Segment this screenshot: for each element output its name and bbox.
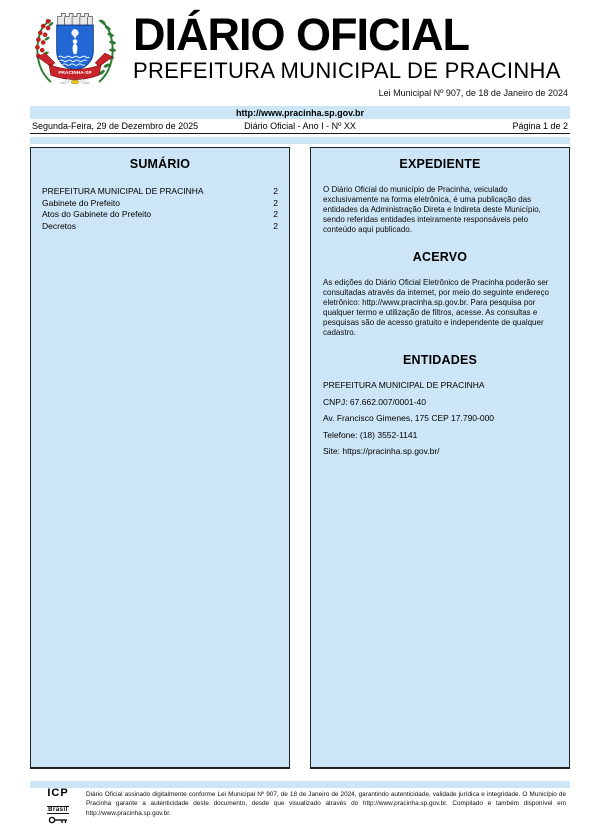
expediente-title: EXPEDIENTE bbox=[399, 157, 481, 171]
page-title: DIÁRIO OFICIAL bbox=[133, 9, 469, 60]
expediente-body: O Diário Oficial do município de Pracinha, veiculado exclusivamente na forma eletrônica, é uma publicação das entidades da Administração Direta e Indireta deste Município, sendo referidas entidades inteiramente responsáveis pelo conteúdo aqui publicado. bbox=[323, 185, 541, 234]
toc-entry-page: 2 bbox=[273, 209, 278, 220]
right-branch-icon bbox=[99, 19, 117, 82]
entity-details bbox=[311, 380, 569, 456]
municipal-coat-of-arms bbox=[22, 6, 128, 104]
entity-phone: Telefone: (18) 3552-1141 bbox=[323, 429, 418, 440]
website-url-bar bbox=[30, 106, 570, 119]
toc-entry-page: 2 bbox=[273, 186, 278, 196]
icp-brasil-logo bbox=[38, 788, 78, 824]
shield-icon bbox=[57, 25, 94, 69]
toc-entry[interactable] bbox=[42, 209, 278, 220]
page-subtitle: PREFEITURA MUNICIPAL DE PRACINHA bbox=[133, 58, 561, 83]
website-url[interactable]: http://www.pracinha.sp.gov.br bbox=[235, 107, 364, 118]
edition-number: Diário Oficial - Ano I - Nº XX bbox=[244, 121, 356, 131]
icp-logo-text: ICP bbox=[47, 787, 69, 799]
page-indicator: Página 1 de 2 bbox=[512, 121, 569, 131]
entity-name: PREFEITURA MUNICIPAL DE PRACINHA bbox=[323, 380, 485, 390]
edition-date: Segunda-Feira, 29 de Dezembro de 2025 bbox=[32, 121, 199, 131]
toc-entry-label[interactable]: Atos do Gabinete do Prefeito bbox=[42, 209, 152, 220]
digital-signature-notice: Diário Oficial assinado digitalmente conforme Lei Municipal Nº 907, de 18 de Janeiro de 2024, garantindo autenticidade, validade jurídica e integridade. O Município de Pracinha garante a autenticidade deste documento, desde que visualizado através do http://www.pracinha.sp.gov.br. Compilado e também disponível em http://www.pracinha.sp.gov.br. bbox=[86, 791, 566, 817]
toc-entry[interactable] bbox=[42, 221, 278, 232]
table-of-contents bbox=[31, 186, 289, 232]
summary-title: SUMÁRIO bbox=[129, 157, 191, 171]
acervo-body: As edições do Diário Oficial Eletrônico de Pracinha poderão ser consultadas através da internet, por meio do seguinte endereço eletrônico: http://www.pracinha.sp.gov.br. Para pesquisa por qualquer termo e utilização de filtros, acesse. As consultas e pesquisas são de acesso gratuito e independente de qualquer cadastro. bbox=[323, 278, 549, 337]
entity-address: Av. Francisco Gimenes, 175 CEP 17.790-000 bbox=[323, 413, 495, 423]
acervo-title: ACERVO bbox=[412, 250, 468, 264]
toc-entry-label[interactable]: Decretos bbox=[42, 220, 77, 231]
entity-site[interactable]: Site: https://pracinha.sp.gov.br/ bbox=[323, 446, 440, 456]
masthead-info-panel bbox=[310, 147, 570, 769]
icp-logo-subtext: Brasil bbox=[48, 807, 68, 813]
toc-entry-page: 2 bbox=[273, 197, 278, 208]
key-icon bbox=[48, 816, 68, 824]
edition-info-row bbox=[30, 119, 570, 134]
header-divider-bar bbox=[30, 137, 570, 144]
footer-divider-bar bbox=[30, 781, 570, 788]
toc-entry-label[interactable]: PREFEITURA MUNICIPAL DE PRACINHA bbox=[42, 186, 204, 196]
toc-entry-label[interactable]: Gabinete do Prefeito bbox=[42, 197, 120, 208]
toc-entry-page: 2 bbox=[273, 220, 278, 231]
mural-crown-icon bbox=[58, 14, 93, 26]
toc-entry[interactable] bbox=[42, 198, 278, 209]
summary-panel bbox=[30, 147, 290, 769]
masthead bbox=[133, 9, 573, 83]
entity-cnpj: CNPJ: 67.662.007/0001-40 bbox=[323, 396, 427, 407]
entidades-title: ENTIDADES bbox=[402, 353, 478, 367]
municipal-law-reference: Lei Municipal Nº 907, de 18 de Janeiro de 2024 bbox=[378, 88, 568, 98]
ribbon-text: PRACINHA-SP bbox=[58, 70, 92, 76]
toc-entry[interactable] bbox=[42, 186, 278, 197]
